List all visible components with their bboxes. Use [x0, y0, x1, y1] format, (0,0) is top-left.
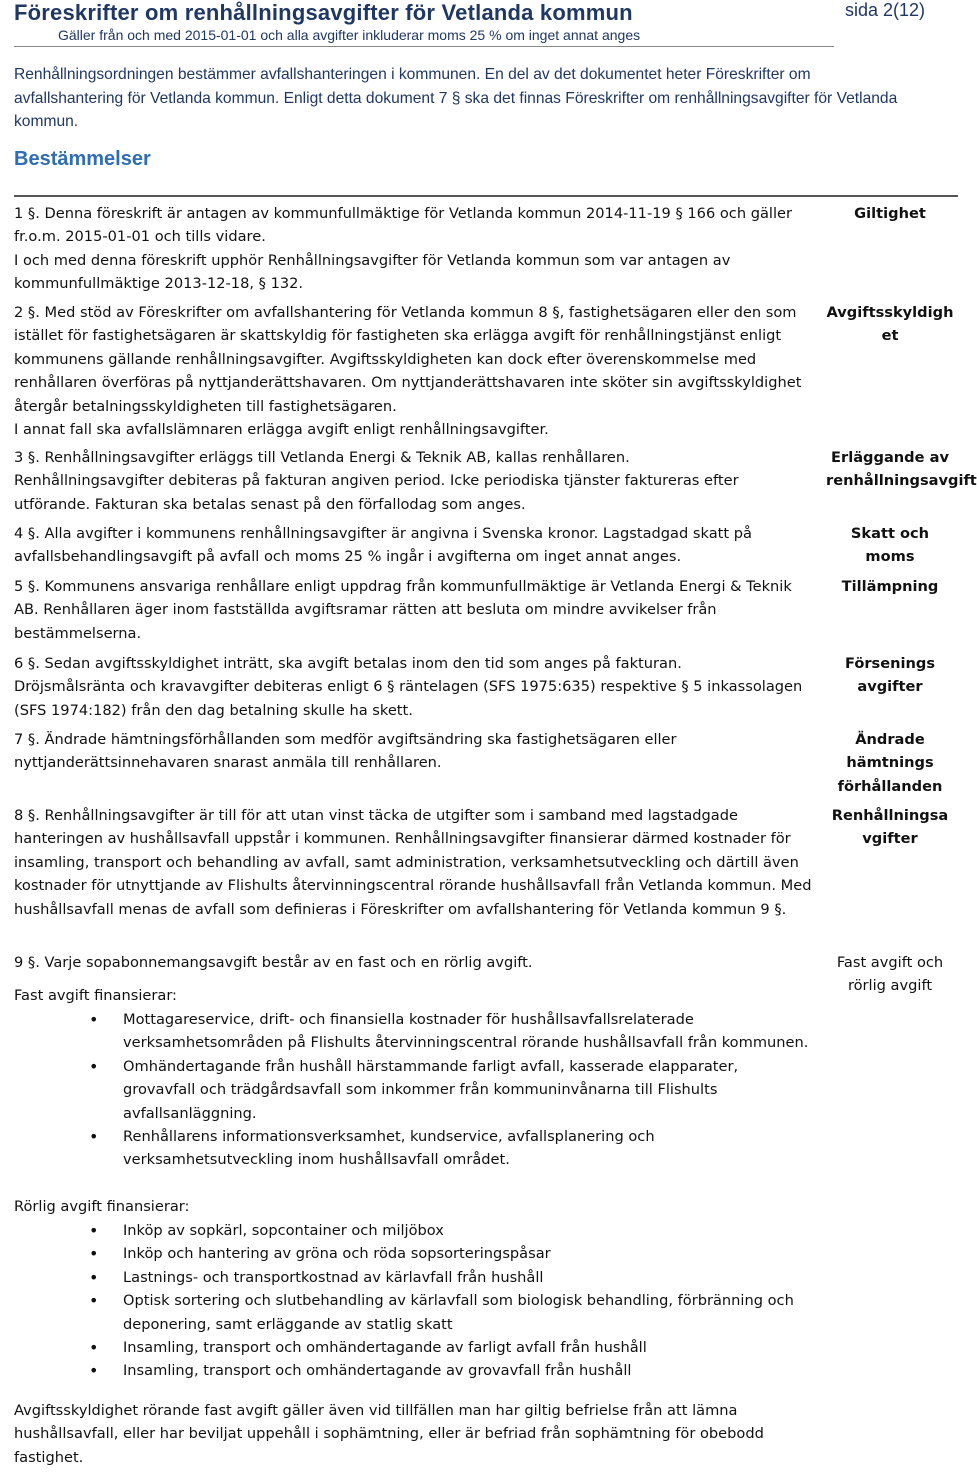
list-item: • Insamling, transport och omhändertagande av farligt avfall från hushåll: [14, 1336, 814, 1359]
margin-label-fast-och-rorlig-avgift: Fast avgift och rörlig avgift: [836, 954, 944, 995]
closing-paragraph: Avgiftsskyldighet rörande fast avgift gäller även vid tillfällen man har giltig befrielse från att lämna hushållsavfall, eller har beviljat uppehåll i sophämtning, eller är befriad från sophämtning för obebodd fastighet.: [14, 1402, 764, 1466]
paragraph-3: [14, 446, 814, 516]
fast-avgift-label: Fast avgift finansierar:: [14, 987, 177, 1004]
margin-label-skatt-och-moms: Skatt och moms: [850, 525, 930, 566]
document-subtitle: Gäller från och med 2015-01-01 och alla avgifter inkluderar moms 25 % om inget annat anges: [58, 27, 641, 43]
list-item: • Renhållarens informationsverksamhet, kundservice, avfallsplanering och verksamhetsutveckling inom hushållsavfall området.: [14, 1125, 814, 1172]
paragraph-1: [14, 202, 814, 296]
paragraph-9: 9 §. Varje sopabonnemangsavgift består av en fast och en rörlig avgift.: [14, 954, 533, 971]
margin-label-avgiftsskyldighet: Avgiftsskyldighet: [826, 304, 954, 345]
rorlig-avgift-label: Rörlig avgift finansierar:: [14, 1198, 190, 1215]
paragraph-2: [14, 301, 814, 441]
list-item: • Lastnings- och transportkostnad av kärlavfall från hushåll: [14, 1266, 814, 1289]
list-item: • Mottagareservice, drift- och finansiella kostnader för hushållsavfallsrelaterade verksamhetsområden på Flishults återvinningscentral rörande hushållsavfall från kommunen.: [14, 1008, 814, 1055]
paragraph-2-text: 2 §. Med stöd av Föreskrifter om avfallshantering för Vetlanda kommun 8 §, fastighetsägaren eller den som istället för fastighetsägaren är skattskyldig för fastigheten ska erlägga avgift för renhållningstjänst enligt kommunens gällande renhållningsavgifter. Avgiftsskyldigheten kan dock efter överenskommelse med renhållaren överföras på nyttjanderättshavaren. Om nyttjanderättshavaren inte sköter sin avgiftsskyldighet återgår betalningsskyldigheten till fastighetsägaren.: [14, 304, 802, 415]
document-title: Föreskrifter om renhållningsavgifter för Vetlanda kommun: [14, 0, 633, 25]
list-item: • Omhändertagande från hushåll härstammande farligt avfall, kasserade elapparater, grovavfall och trädgårdsavfall som inkommer från kommuninvånarna till Flishults avfallsanläggning.: [14, 1055, 814, 1125]
margin-label-renhallningsavgifter: Renhållningsa vgifter: [831, 807, 949, 848]
section-heading: Bestämmelser: [14, 148, 151, 170]
paragraph-4: 4 §. Alla avgifter i kommunens renhållningsavgifter är angivna i Svenska kronor. Lagstadgad skatt på avfallsbehandlingsavgift på avfall och moms 25 % ingår i avgifterna om inget annat anges.: [14, 525, 752, 566]
paragraph-7: 7 §. Ändrade hämtningsförhållanden som medför avgiftsändring ska fastighetsägaren eller nyttjanderättsinnehavaren snarast anmäla till renhållaren.: [14, 731, 677, 772]
margin-label-giltighet: Giltighet: [854, 205, 926, 222]
list-item: • Insamling, transport och omhändertagande av grovavfall från hushåll: [14, 1359, 814, 1382]
paragraph-1-text: 1 §. Denna föreskrift är antagen av kommunfullmäktige för Vetlanda kommun 2014-11-19 § 166 och gäller fr.o.m. 2015-01-01 och tills vidare.: [14, 205, 793, 246]
paragraph-5: 5 §. Kommunens ansvariga renhållare enligt uppdrag från kommunfullmäktige är Vetlanda Energi & Teknik AB. Renhållaren äger inom fastställda avgiftsramar rätten att besluta om mindre avvikelser från bestämmelserna.: [14, 578, 792, 642]
list-item: • Optisk sortering och slutbehandling av kärlavfall som biologisk behandling, förbränning och deponering, samt erläggande av statlig skatt: [14, 1289, 814, 1336]
header-divider: [14, 46, 834, 47]
paragraph-3-text: 3 §. Renhållningsavgifter erläggs till Vetlanda Energi & Teknik AB, kallas renhållaren.: [14, 449, 630, 466]
paragraph-6: [14, 652, 814, 722]
margin-label-forseningsavgifter: Försenings avgifter: [844, 655, 936, 696]
paragraph-6-text: 6 §. Sedan avgiftsskyldighet inträtt, ska avgift betalas inom den tid som anges på fakturan.: [14, 655, 682, 672]
intro-paragraph: Renhållningsordningen bestämmer avfallshanteringen i kommunen. En del av det dokumentet heter Föreskrifter om avfallshantering för Vetlanda kommun. Enligt detta dokument 7 § ska det finnas Föreskrifter om renhållningsavgifter för Vetlanda kommun.: [14, 66, 898, 130]
margin-label-erlaggande: Erläggande av renhållningsavgift: [826, 449, 977, 490]
list-item: • Inköp av sopkärl, sopcontainer och miljöbox: [14, 1219, 814, 1242]
margin-label-tillampning: Tillämpning: [841, 578, 939, 595]
paragraph-6-text-2: Dröjsmålsränta och kravavgifter debiteras enligt 6 § räntelagen (SFS 1975:635) respektive § 5 inkassolagen (SFS 1974:182) från den dag betalning skulle ha skett.: [14, 678, 803, 719]
section-divider: [14, 195, 958, 197]
paragraph-8: 8 §. Renhållningsavgifter är till för att utan vinst täcka de utgifter som i samband med lagstadgade hanteringen av hushållsavfall uppstår i kommunen. Renhållningsavgifter finansierar därmed kostnader för insamling, transport och behandling av avfall, samt administration, verksamhetsutveckling och därtill även kostnader för utnyttjande av Flishults återvinningscentral rörande hushållsavfall från Vetlanda kommun. Med hushållsavfall menas de avfall som definieras i Föreskrifter om avfallshantering för Vetlanda kommun 9 §.: [14, 807, 812, 918]
page-number: sida 2(12): [845, 0, 926, 20]
paragraph-3-text-2: Renhållningsavgifter debiteras på fakturan angiven period. Icke periodiska tjänster faktureras efter utförande. Fakturan ska betalas senast på den förfallodag som anges.: [14, 472, 739, 513]
paragraph-1-text-2: I och med denna föreskrift upphör Renhållningsavgifter för Vetlanda kommun som var antagen av kommunfullmäktige 2013-12-18, § 132.: [14, 251, 731, 293]
paragraph-2-text-2: I annat fall ska avfallslämnaren erlägga avgift enligt renhållningsavgifter.: [14, 421, 549, 439]
margin-label-andrade-hamtningsforhallanden: Ändrade hämtnings förhållanden: [837, 731, 943, 795]
list-item: • Inköp och hantering av gröna och röda sopsorteringspåsar: [14, 1242, 814, 1265]
